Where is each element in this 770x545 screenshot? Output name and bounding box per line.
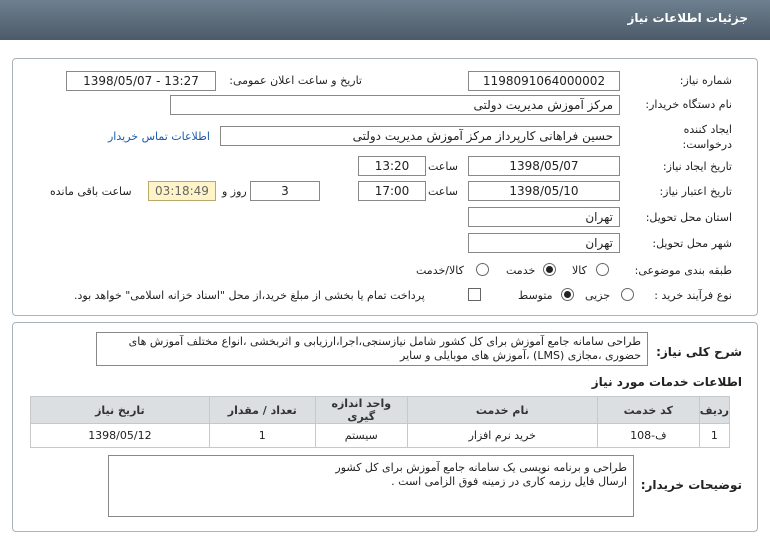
validity-date-field: 1398/05/10	[468, 181, 620, 201]
process-radio-medium[interactable]	[561, 288, 574, 301]
buyer-notes-line1: طراحی و برنامه نویسی یک سامانه جامع آموزش برای کل کشور	[335, 461, 627, 474]
category-radio-goods-service[interactable]	[476, 263, 489, 276]
cell-qty: 1	[209, 424, 315, 448]
announce-datetime-field: 1398/05/07 - 13:27	[66, 71, 216, 91]
category-label: طبقه بندی موضوعی:	[634, 264, 732, 277]
process-radio-minor[interactable]	[621, 288, 634, 301]
buyer-org-field: مرکز آموزش مدیریت دولتی	[170, 95, 620, 115]
remaining-label: ساعت باقی مانده	[50, 185, 132, 198]
table-header-row	[31, 397, 730, 424]
treasury-checkbox[interactable]	[468, 288, 481, 301]
created-date-label: تاریخ ایجاد نیاز:	[662, 160, 732, 173]
creator-label-line1: ایجاد کننده	[683, 123, 732, 136]
buyer-notes-text	[108, 455, 634, 517]
remaining-timer: 03:18:49	[148, 181, 216, 201]
created-time-label: ساعت	[428, 160, 458, 173]
creator-field: حسین فراهانی کارپرداز مرکز آموزش مدیریت دولتی	[220, 126, 620, 146]
category-option-goods-service: کالا/خدمت	[416, 264, 464, 277]
buyer-notes-label: توضیحات خریدار:	[640, 478, 742, 492]
announce-datetime-label: تاریخ و ساعت اعلان عمومی:	[229, 74, 362, 87]
validity-label: تاریخ اعتبار نیاز:	[659, 185, 732, 198]
buyer-notes-line2: ارسال فایل رزمه کاری در زمینه فوق الزامی است .	[391, 475, 627, 488]
category-option-service: خدمت	[506, 264, 536, 277]
treasury-note: پرداخت تمام یا بخشی از مبلغ خرید،از محل "اسناد خزانه اسلامی" خواهد بود.	[74, 289, 425, 302]
creator-label-line2: درخواست:	[682, 138, 732, 151]
cell-name: خرید نرم افزار	[407, 424, 597, 448]
col-code: کد خدمت	[597, 397, 699, 424]
page-title: جزئیات اطلاعات نیاز	[627, 11, 748, 25]
created-date-field: 1398/05/07	[468, 156, 620, 176]
cell-unit: سیستم	[315, 424, 407, 448]
services-title: اطلاعات خدمات مورد نیاز	[591, 375, 742, 389]
cell-date: 1398/05/12	[31, 424, 210, 448]
province-field: تهران	[468, 207, 620, 227]
city-field: تهران	[468, 233, 620, 253]
process-option-minor: جزیی	[585, 289, 611, 302]
col-date: تاریخ نیاز	[31, 397, 210, 424]
city-label: شهر محل تحویل:	[652, 237, 732, 250]
cell-code: ف-108	[597, 424, 699, 448]
page-header	[0, 0, 770, 40]
col-name: نام خدمت	[407, 397, 597, 424]
col-unit: واحد اندازه گیری	[315, 397, 407, 424]
cell-index: 1	[699, 424, 729, 448]
need-number-label: شماره نیاز:	[679, 74, 732, 87]
summary-text: طراحی سامانه جامع آموزش برای کل کشور شامل نیازسنجی،اجرا،ارزیابی و اثربخشی ،انواع مختلف آموزش های حضوری ،مجازی (LMS) ،آموزش های موبایلی و سایر	[96, 332, 648, 366]
validity-days-label: روز و	[222, 185, 247, 198]
process-option-medium: متوسط	[518, 289, 553, 302]
validity-time-label: ساعت	[428, 185, 458, 198]
province-label: استان محل تحویل:	[645, 211, 732, 224]
category-radio-service[interactable]	[543, 263, 556, 276]
col-index: ردیف	[699, 397, 729, 424]
created-time-field: 13:20	[358, 156, 426, 176]
table-row	[31, 424, 730, 448]
col-qty: تعداد / مقدار	[209, 397, 315, 424]
buyer-org-label: نام دستگاه خریدار:	[645, 98, 732, 111]
need-number-field: 1198091064000002	[468, 71, 620, 91]
process-label: نوع فرآیند خرید :	[654, 289, 732, 302]
services-table	[30, 396, 730, 448]
validity-time-field: 17:00	[358, 181, 426, 201]
category-radio-goods[interactable]	[596, 263, 609, 276]
summary-label: شرح کلی نیاز:	[656, 345, 742, 359]
validity-days-field: 3	[250, 181, 320, 201]
buyer-contact-link[interactable]: اطلاعات تماس خریدار	[108, 130, 210, 143]
category-option-goods: کالا	[572, 264, 587, 277]
